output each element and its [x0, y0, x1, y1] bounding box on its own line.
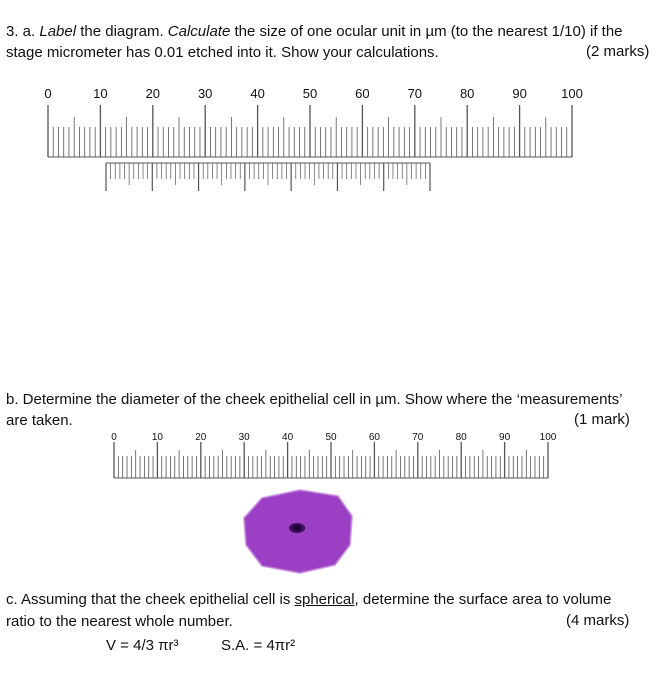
scale-label: 70 [407, 86, 423, 101]
volume-formula: V = 4/3 πr³ [106, 637, 179, 654]
scale-label: 40 [282, 432, 294, 443]
question-3c-line2: ratio to the nearest whole number. [6, 613, 233, 630]
scale-label: 10 [93, 86, 108, 101]
scale-label: 10 [151, 432, 163, 443]
scale-label: 100 [539, 432, 557, 443]
scale-label: 100 [561, 86, 583, 101]
scale-label: 50 [302, 86, 318, 101]
scale-label: 90 [499, 432, 511, 443]
question-3a: 3. a. Label the diagram. Calculate the size of one ocular unit in µm (to the nearest 1/10) if the [6, 23, 623, 40]
scale-label: 20 [195, 432, 207, 443]
question-3c-line1: c. Assuming that the cheek epithelial cell is spherical, determine the surface area to volume [6, 591, 612, 608]
scale-label: 20 [145, 86, 161, 101]
question-3b-line2: are taken. [6, 412, 73, 429]
scale-label: 90 [512, 86, 527, 101]
scale-label: 50 [325, 432, 337, 443]
calculate-keyword: Calculate [167, 23, 231, 40]
scale-label: 80 [459, 86, 475, 101]
scale-label: 0 [111, 432, 117, 443]
scale-label: 30 [197, 86, 213, 101]
question-3a-line2: stage micrometer has 0.01 etched into it. Show your calculations. [6, 44, 439, 61]
label-keyword: Label [39, 23, 77, 40]
marks-3a: (2 marks) [586, 43, 650, 60]
scale-label: 40 [250, 86, 265, 101]
stage-micrometer-a [106, 163, 430, 191]
scale-label: 60 [368, 432, 380, 443]
scale-label: 70 [412, 432, 424, 443]
scale-label: 30 [238, 432, 250, 443]
question-number: 3. a. [6, 23, 36, 40]
ocular-scale-a [44, 86, 582, 157]
cheek-cell-image [244, 490, 352, 573]
ocular-scale-b [111, 432, 557, 478]
scale-label: 80 [455, 432, 467, 443]
scale-label: 60 [355, 86, 370, 101]
question-3b-line1: b. Determine the diameter of the cheek epithelial cell in µm. Show where the ‘measurements’ [6, 391, 623, 408]
surface-area-formula: S.A. = 4πr² [221, 637, 296, 654]
spherical-underlined: spherical [294, 591, 355, 608]
marks-3b: (1 mark) [574, 411, 630, 428]
marks-3c: (4 marks) [566, 612, 630, 629]
scale-label: 0 [44, 86, 52, 101]
